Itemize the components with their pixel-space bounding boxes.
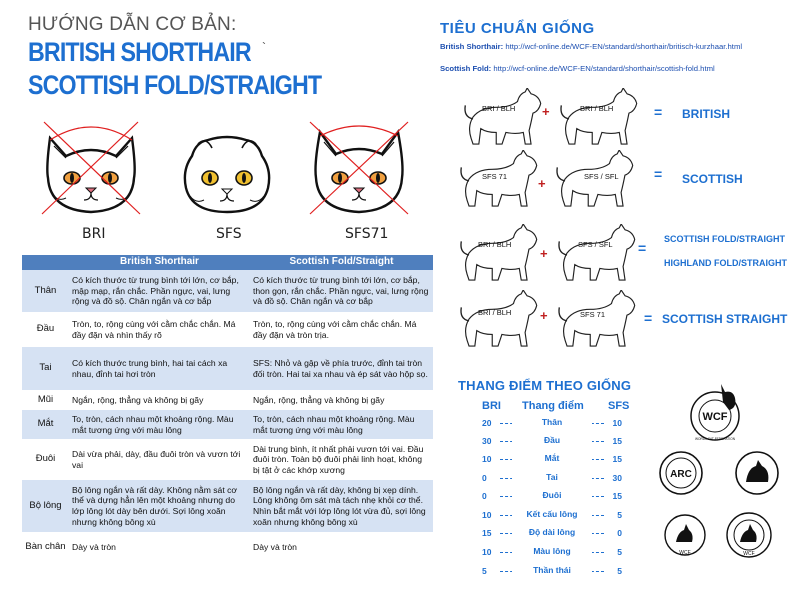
- page-title-line1: BRITISH SHORTHAIR: [28, 37, 251, 67]
- table-row: [22, 532, 433, 563]
- combo-result: SCOTTISH: [682, 172, 743, 186]
- score-row: [482, 547, 622, 559]
- cell-scottish: Bộ lông ngắn và rất dày, không bị xẹp dính. Lông không ôm sát mà tách nhẹ khỏi cơ thể. Nhìn bắt mắt với lớp lông lót vừa đủ, sợi lông xoăn nhưng không bông xù: [250, 480, 433, 532]
- page-title-line2: SCOTTISH FOLD/STRAIGHT: [28, 70, 322, 100]
- table-row: [22, 439, 433, 480]
- row-header: Đầu: [22, 312, 69, 347]
- comparison-table: [22, 255, 433, 563]
- score-bri: 10: [482, 454, 492, 464]
- cat-silhouette-icon: [558, 88, 640, 146]
- score-sfs: 0: [617, 528, 622, 538]
- score-label: Kết cấu lông: [512, 509, 592, 519]
- score-bri: 15: [482, 528, 492, 538]
- score-row: [482, 510, 622, 522]
- table-row: [22, 410, 433, 439]
- score-row: [482, 418, 622, 430]
- score-sfs: 15: [612, 454, 622, 464]
- cell-british: Dài vừa phải, dày, đầu đuôi tròn và vươn tới vai: [69, 439, 250, 480]
- score-col-bri: BRI: [482, 400, 501, 412]
- equals-sign: =: [638, 240, 647, 256]
- table-row: [22, 312, 433, 347]
- wcf-logo: [683, 380, 747, 444]
- combo-a-label: BRI / BLH: [482, 104, 516, 113]
- combo-row-british: [462, 88, 782, 146]
- score-sfs: 10: [612, 418, 622, 428]
- row-header: Mắt: [22, 410, 69, 439]
- plus-sign: +: [540, 246, 548, 261]
- plus-sign: +: [542, 104, 550, 119]
- combo-b-label: SFS / SFL: [578, 240, 613, 249]
- club-logo-1-text: WCF: [679, 550, 691, 556]
- cell-scottish: To, tròn, cách nhau một khoảng rộng. Màu mắt tương ứng với màu lông: [250, 410, 433, 439]
- table-row: [22, 347, 433, 390]
- wcf-ring-text: WORLD CAT FEDERATION: [694, 437, 736, 441]
- score-row: [482, 436, 622, 448]
- wcf-logo-text: WCF: [702, 411, 728, 423]
- score-row: [482, 566, 622, 578]
- score-col-sfs: SFS: [608, 400, 630, 412]
- page-subtitle: HƯỚNG DẪN CƠ BẢN:: [28, 14, 237, 35]
- combo-a-label: SFS 71: [482, 172, 508, 181]
- equals-sign: =: [654, 104, 663, 120]
- cat-silhouette-icon: [462, 88, 544, 146]
- combo-result: HIGHLAND FOLD/STRAIGHT: [664, 258, 787, 268]
- score-col-scale: Thang điểm: [522, 400, 584, 412]
- arc-logo-text: ARC: [670, 469, 692, 480]
- score-label: Độ dài lông: [512, 527, 592, 537]
- row-header: Đuôi: [22, 439, 69, 480]
- cell-british: Bộ lông ngắn và rất dày. Không nằm sát cơ thể và dựng hẳn lên một khoảng nhưng do lớp lông lót dày bên dưới. Sợi lông xoăn nhưng không bông xù: [69, 480, 250, 532]
- score-row: [482, 473, 622, 485]
- row-header: Mũi: [22, 390, 69, 410]
- score-label: Thân: [512, 417, 592, 427]
- club-logo-small-1: [662, 512, 708, 558]
- equals-sign: =: [644, 310, 653, 326]
- cell-british: Có kích thước từ trung bình tới lớn, cơ bắp, mập mạp, rắn chắc. Phần ngực, vai, lưng rộng và đồ sộ. Chân ngắn và cơ bắp: [69, 270, 250, 312]
- row-header: Bộ lông: [22, 480, 69, 532]
- standard-link-label: British Shorthair:: [440, 42, 504, 51]
- score-sfs: 5: [617, 566, 622, 576]
- score-label: Màu lông: [512, 546, 592, 556]
- row-header: Tai: [22, 347, 69, 390]
- standard-link-british[interactable]: [440, 42, 742, 51]
- cell-british: Ngắn, rộng, thẳng và không bị gãy: [69, 390, 250, 410]
- score-bri: 5: [482, 566, 487, 576]
- equals-sign: =: [654, 166, 663, 182]
- cat-label-bri: BRI: [82, 226, 106, 242]
- cell-scottish: Tròn, to, rộng cùng với cằm chắc chắn. Má đầy đặn và tròn trịa.: [250, 312, 433, 347]
- standard-link-url[interactable]: http://wcf-online.de/WCF-EN/standard/shorthair/britisch-kurzhaar.html: [505, 42, 743, 51]
- cell-british: Có kích thước trung bình, hai tai cách xa nhau, đỉnh tai hơi tròn: [69, 347, 250, 390]
- row-header: Thân: [22, 270, 69, 312]
- table-row: [22, 480, 433, 532]
- score-bri: 20: [482, 418, 492, 428]
- standards-title: TIÊU CHUẨN GIỐNG: [440, 20, 595, 37]
- score-label: Thần thái: [512, 565, 592, 575]
- cat-label-sfs71: SFS71: [345, 226, 389, 242]
- score-row: [482, 528, 622, 540]
- combo-b-label: BRI / BLH: [580, 104, 614, 113]
- club-logo-2-text: WCF: [743, 551, 755, 557]
- combo-row-fold: [458, 222, 788, 286]
- cat-label-sfs: SFS: [216, 226, 242, 242]
- cat-silhouette-icon: [556, 290, 638, 348]
- combo-result: SCOTTISH FOLD/STRAIGHT: [664, 234, 785, 244]
- combo-b-label: SFS 71: [580, 310, 606, 319]
- score-label: Đầu: [512, 435, 592, 445]
- score-sfs: 15: [612, 491, 622, 501]
- combo-result: BRITISH: [682, 107, 730, 121]
- score-label: Tai: [512, 472, 592, 482]
- cat-face-sfs71-illustration: [304, 118, 414, 218]
- standard-link-url[interactable]: http://wcf-online.de/WCF-EN/standard/shorthair/scottish-fold.html: [493, 64, 715, 73]
- score-bri: 10: [482, 547, 492, 557]
- combo-a-label: BRI / BLH: [478, 240, 512, 249]
- cat-silhouette-icon: [458, 224, 540, 282]
- table-header-row: [22, 255, 433, 270]
- cat-face-sfs-illustration: [172, 118, 282, 218]
- cell-scottish: Dày và tròn: [250, 532, 433, 563]
- combo-b-label: SFS / SFL: [584, 172, 619, 181]
- score-bri: 0: [482, 491, 487, 501]
- table-header-scottish: Scottish Fold/Straight: [250, 255, 433, 270]
- cell-scottish: SFS: Nhỏ và gập về phía trước, đỉnh tai tròn đối tròn. Hai tai xa nhau và ép sát vào hộp sọ.: [250, 347, 433, 390]
- score-label: Mắt: [512, 453, 592, 463]
- combo-row-scottish: [458, 150, 788, 212]
- row-header: Bàn chân: [22, 532, 69, 563]
- score-sfs: 5: [617, 547, 622, 557]
- combo-result: SCOTTISH STRAIGHT: [662, 312, 788, 326]
- table-header-british: British Shorthair: [69, 255, 250, 270]
- score-title: THANG ĐIỂM THEO GIỐNG: [458, 378, 632, 393]
- score-bri: 30: [482, 436, 492, 446]
- standard-link-scottish[interactable]: [440, 64, 715, 73]
- cell-british: Dày và tròn: [69, 532, 250, 563]
- arc-logo: [658, 450, 704, 496]
- club-logo-small-2: [724, 510, 774, 560]
- cat-club-logo: [734, 450, 780, 496]
- score-row: [482, 454, 622, 466]
- score-sfs: 5: [617, 510, 622, 520]
- score-sfs: 15: [612, 436, 622, 446]
- cell-british: To, tròn, cách nhau một khoảng rộng. Màu mắt tương ứng với màu lông: [69, 410, 250, 439]
- cat-silhouette-icon: [458, 290, 540, 348]
- cell-scottish: Có kích thước từ trung bình tới lớn, cơ bắp, thon gọn, rắn chắc. Phần ngực, vai, lưng rộng và đồ sộ. Chân ngắn và cơ bắp: [250, 270, 433, 312]
- cat-silhouette-icon: [556, 224, 638, 282]
- cell-british: Tròn, to, rộng cùng với cằm chắc chắn. Má đầy đặn và nhìn thấy rõ: [69, 312, 250, 347]
- stray-mark: `: [262, 40, 266, 54]
- cell-scottish: Dài trung bình, ít nhất phải vươn tới vai. Đầu đuôi tròn. Toàn bộ đuôi phải linh hoạt, không bị tật ở các khớp xương: [250, 439, 433, 480]
- cat-face-bri-illustration: [36, 118, 146, 218]
- standard-link-label: Scottish Fold:: [440, 64, 492, 73]
- score-label: Đuôi: [512, 490, 592, 500]
- table-header-blank: [22, 255, 69, 270]
- plus-sign: +: [538, 176, 546, 191]
- score-bri: 10: [482, 510, 492, 520]
- score-bri: 0: [482, 473, 487, 483]
- combo-a-label: BRI / BLH: [478, 308, 512, 317]
- score-row: [482, 491, 622, 503]
- score-sfs: 30: [612, 473, 622, 483]
- plus-sign: +: [540, 308, 548, 323]
- combo-row-straight: [458, 290, 788, 352]
- cell-scottish: Ngắn, rộng, thẳng và không bị gãy: [250, 390, 433, 410]
- table-row: [22, 390, 433, 410]
- table-row: [22, 270, 433, 312]
